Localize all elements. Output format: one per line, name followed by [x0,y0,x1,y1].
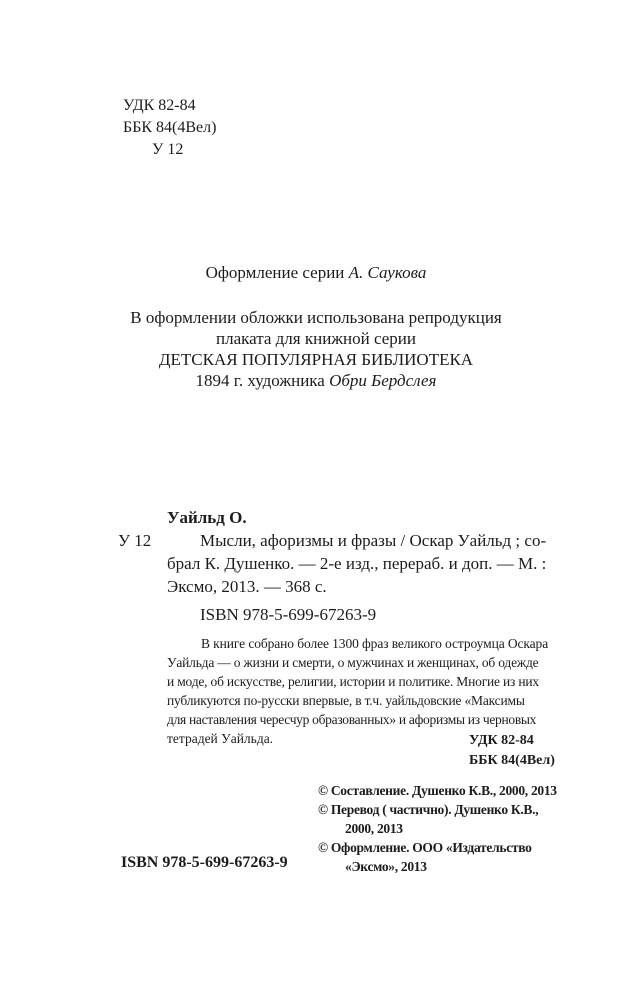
copyright-translation-years: 2000, 2013 [345,821,403,836]
isbn-bottom: ISBN 978-5-699-67263-9 [121,854,288,871]
series-design-credit [0,262,632,283]
catalog-author: Уайльд О. [167,508,247,527]
catalog-title-line-3: Эксмо, 2013. — 368 с. [167,577,327,596]
catalog-mark: У 12 [118,531,152,550]
bbk-code-top: ББК 84(4Вел) [123,119,217,136]
annotation-line-3: и моде, об искусстве, религии, истории и политике. Многие из них [167,674,539,689]
copyright-design: © Оформление. ООО «Издательство [318,840,532,855]
cover-note-line-4 [0,370,632,391]
author-mark-top: У 12 [152,141,184,158]
series-designer: А. Саукова [348,263,427,282]
cover-note-artist: Обри Бердслея [329,371,437,390]
cover-note-line-3: ДЕТСКАЯ ПОПУЛЯРНАЯ БИБЛИОТЕКА [158,350,474,369]
cover-note-date: 1894 г. художника [195,371,330,390]
annotation-line-1: В книге собрано более 1300 фраз великого остроумца Оскара [201,636,549,651]
annotation-line-6: тетрадей Уайльда. [167,731,274,746]
udk-code-top: УДК 82-84 [123,97,196,114]
copyright-translation: © Перевод ( частично). Душенко К.В., [318,802,539,817]
catalog-title-line-1: Мысли, афоризмы и фразы / Оскар Уайльд ; со- [200,531,547,550]
annotation-line-4: публикуются по-русски впервые, в т.ч. уайльдовские «Максимы [167,693,525,708]
series-design-prefix: Оформление серии [205,263,349,282]
catalog-title-line-2: брал К. Душенко. — 2-е изд., перераб. и доп. — М. : [167,554,547,573]
copyright-compilation: © Составление. Душенко К.В., 2000, 2013 [318,783,557,798]
cover-note-line-1: В оформлении обложки использована репродукция [130,308,502,327]
annotation-line-5: для наставления чересчур образованных» и афоризмы из черновых [167,712,537,727]
copyright-design-publisher: «Эксмо», 2013 [345,859,427,874]
udk-code-bottom: УДК 82-84 [469,733,534,748]
catalog-isbn: ISBN 978-5-699-67263-9 [200,605,377,624]
bbk-code-bottom: ББК 84(4Вел) [469,753,555,768]
cover-note-line-2: плаката для книжной серии [215,329,416,348]
annotation-line-2: Уайльда — о жизни и смерти, о мужчинах и женщинах, об одежде [167,655,539,670]
